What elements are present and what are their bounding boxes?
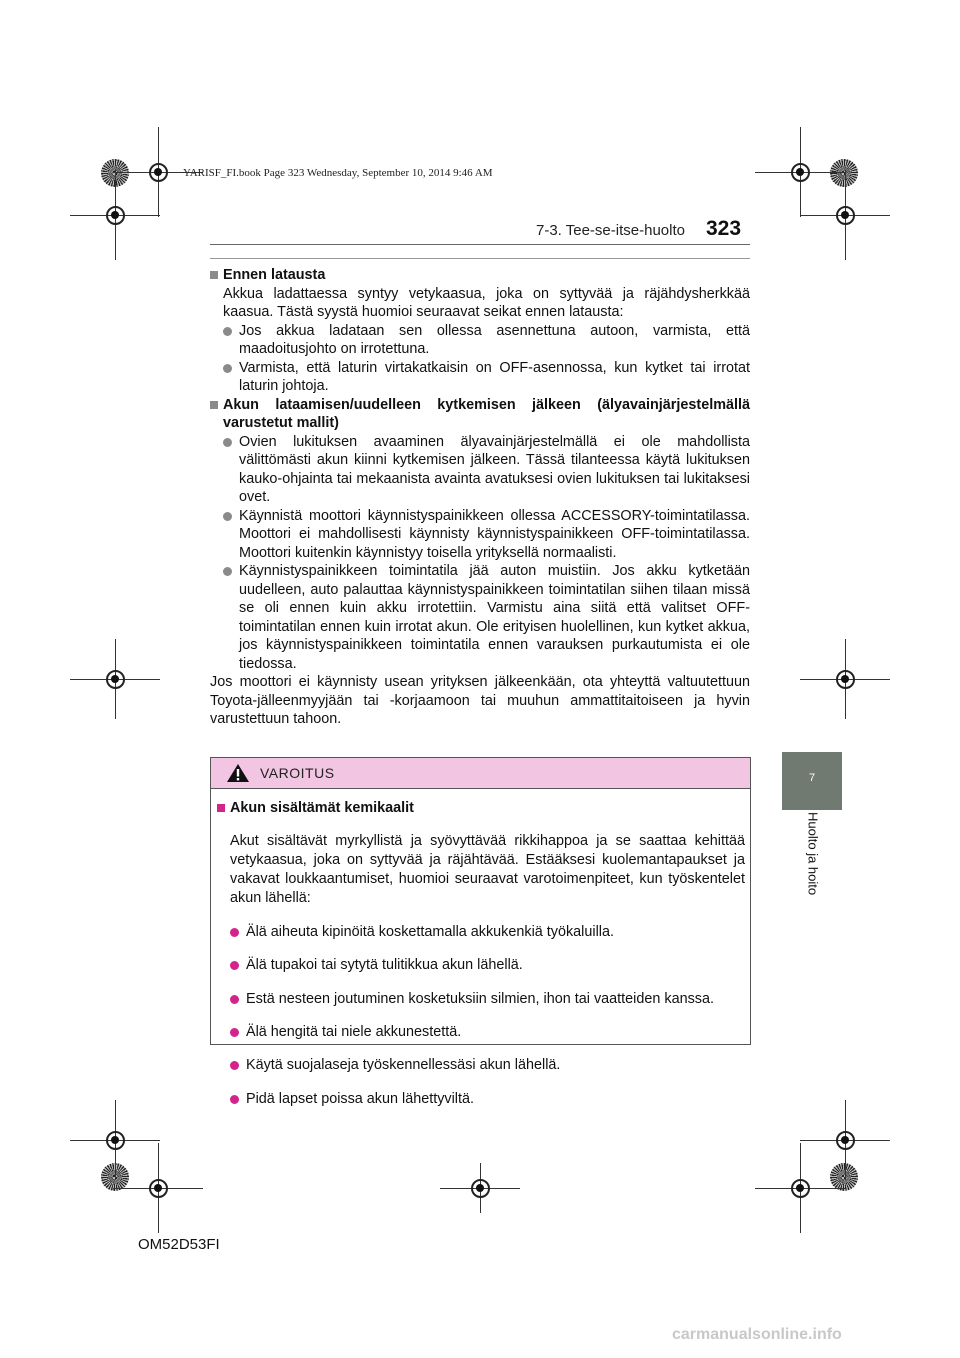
list-item-text: Älä hengitä tai niele akkunestettä.	[246, 1023, 462, 1040]
section-title: 7-3. Tee-se-itse-huolto	[536, 222, 685, 239]
warning-label: VAROITUS	[260, 765, 335, 781]
list-item-text: Käynnistä moottori käynnistyspainikkeen ollessa ACCESSORY-toimintatilassa. Moottori ei mahdollisesti käynnisty käynnistyspainikkeen OFF-toimintatilassa. Moottori kuitenkin käynnistyy toisella yrityksellä normaalisti.	[239, 507, 750, 561]
file-stamp: YARISF_FI.book Page 323 Wednesday, September 10, 2014 9:46 AM	[183, 167, 493, 179]
closing-paragraph: Jos moottori ei käynnisty usean yrityksen jälkeenkään, ota yhteyttä valtuutettuun Toyota-jälleenmyyjään tai -korjaamoon tai muuhun ammattitaitoiseen ja hyvin varustettuun tahoon.	[210, 674, 750, 727]
registration-sunburst-icon	[830, 1163, 858, 1191]
warning-list-item	[217, 990, 745, 1009]
warning-intro: Akut sisältävät myrkyllistä ja syövyttävää rikkihappoa ja se saattaa kehittää vetykaasua, joka on syttyvää ja räjähtävää. Estääksesi kuolemantapaukset ja vakavat loukkaantumiset, huomioi seuraavat varotoimenpiteet, kun työskentelet akun lähellä:	[230, 833, 745, 907]
content-top-rule	[210, 258, 750, 259]
warning-list-item	[217, 923, 745, 942]
header-rule	[210, 244, 750, 245]
section-heading	[210, 266, 750, 285]
chapter-title-vertical	[805, 812, 821, 972]
watermark: carmanualsonline.info	[672, 1326, 842, 1343]
square-bullet-icon	[210, 401, 218, 409]
list-item	[210, 359, 750, 396]
list-item-text: Jos akkua ladataan sen ollessa asennettuna autoon, varmista, että maadoitusjohto on irrotettuna.	[239, 322, 750, 357]
list-item-text: Älä aiheuta kipinöitä koskettamalla akkukenkiä työkaluilla.	[246, 923, 614, 940]
section-heading-text: Akun lataamisen/uudelleen kytkemisen jälkeen (älyavainjärjestelmällä varustetut mallit)	[223, 396, 750, 431]
warning-title-text: Akun sisältämät kemikaalit	[230, 800, 414, 816]
bullet-dot-icon	[230, 1095, 239, 1104]
list-item-text: Varmista, että laturin virtakatkaisin on OFF-asennossa, kun kytket tai irrotat laturin johtoja.	[239, 359, 750, 394]
list-item-text: Käynnistyspainikkeen toimintatila jää auton muistiin. Jos akku kytketään uudelleen, auto palauttaa käynnistyspainikkeen toimintatilan siihen tilaan missä se oli ennen kuin akku irrotettiin. Varmistu aina siitä että valitset OFF-toimintatilan ennen kuin irrotat akun. Ole erityisen huolellinen, kun kytket akkua, jos käynnistyspainikkeen toimintatila ennen varauksen purkautumista ei ole tiedossa.	[239, 563, 750, 672]
bullet-dot-icon	[230, 928, 239, 937]
square-bullet-icon	[217, 804, 225, 812]
warning-title	[217, 799, 745, 818]
warning-list-item	[217, 1023, 745, 1042]
list-item-text: Käytä suojalaseja työskennellessäsi akun lähellä.	[246, 1057, 561, 1074]
bullet-dot-icon	[230, 961, 239, 970]
chapter-number: 7	[808, 772, 816, 784]
bullet-dot-icon	[223, 567, 232, 576]
warning-body	[217, 799, 745, 1123]
list-item	[210, 433, 750, 507]
warning-list-item	[217, 1090, 745, 1109]
chapter-tab[interactable]	[782, 752, 842, 810]
chapter-title: Huolto ja hoito	[805, 812, 821, 896]
list-item-text: Pidä lapset poissa akun lähettyviltä.	[246, 1090, 474, 1107]
page-number: 323	[706, 217, 742, 240]
list-item-text: Ovien lukituksen avaaminen älyavainjärjestelmällä ei ole mahdollista välittömästi akun kiinni kytkemisen jälkeen. Tässä tilanteessa käytä lukituksen kauko-ohjainta tai mekaanista avainta avatuksesi ovien lukituksen tai lukitaksesi ovet.	[239, 433, 750, 505]
bullet-dot-icon	[223, 438, 232, 447]
list-item	[210, 507, 750, 563]
list-item-text: Estä nesteen joutuminen kosketuksiin silmien, ihon tai vaatteiden kanssa.	[246, 990, 714, 1007]
section-heading	[210, 396, 750, 433]
list-item-text: Älä tupakoi tai sytytä tulitikkua akun lähellä.	[246, 957, 523, 974]
main-content	[210, 266, 750, 729]
warning-header	[211, 758, 750, 789]
list-item	[210, 322, 750, 359]
warning-box	[210, 757, 751, 1107]
bullet-dot-icon	[230, 1061, 239, 1070]
square-bullet-icon	[210, 271, 218, 279]
section-heading-text: Ennen latausta	[223, 267, 326, 283]
document-code: OM52D53FI	[138, 1236, 220, 1253]
warning-list-item	[217, 956, 745, 975]
list-item	[210, 562, 750, 673]
registration-sunburst-icon	[830, 159, 858, 187]
bullet-dot-icon	[223, 364, 232, 373]
warning-list-item	[217, 1056, 745, 1075]
bullet-dot-icon	[223, 327, 232, 336]
paragraph: Akkua ladattaessa syntyy vetykaasua, joka on syttyvää ja räjähdysherkkää kaasua. Tästä syystä huomioi seuraavat seikat ennen latausta:	[223, 285, 750, 320]
warning-triangle-icon	[226, 763, 250, 783]
bullet-dot-icon	[230, 995, 239, 1004]
bullet-dot-icon	[230, 1028, 239, 1037]
bullet-dot-icon	[223, 512, 232, 521]
